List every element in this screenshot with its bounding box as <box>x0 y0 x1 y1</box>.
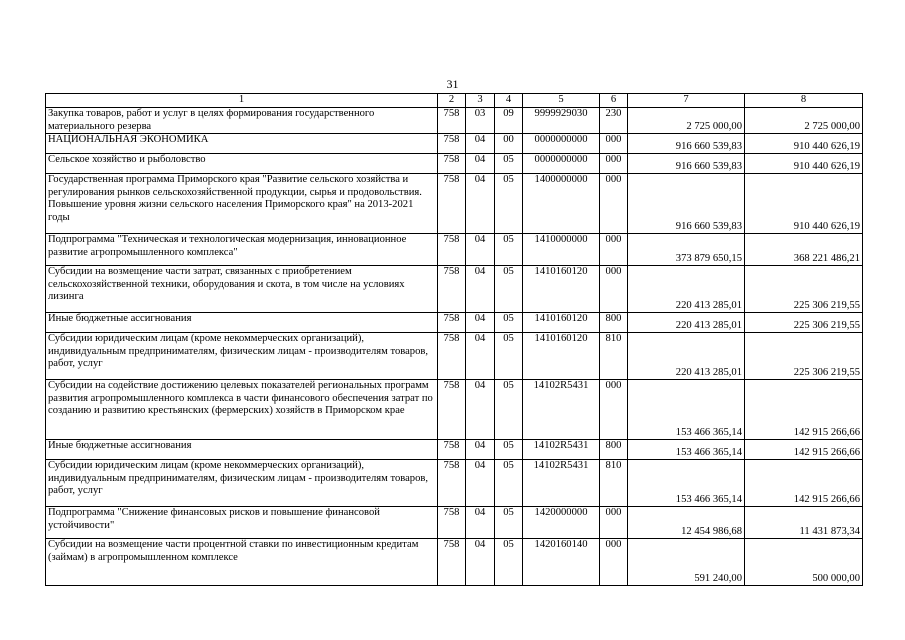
code-cell: 04 <box>466 507 495 539</box>
amount-cell: 500 000,00 <box>745 539 863 586</box>
code-cell: 000 <box>600 174 628 234</box>
code-cell: 05 <box>495 234 523 266</box>
code-cell: 05 <box>495 460 523 507</box>
code-cell: 04 <box>466 134 495 154</box>
code-cell: 1420000000 <box>523 507 600 539</box>
item-name: Субсидии юридическим лицам (кроме некоммерческих организаций), индивидуальным предпринимателям, физическим лицам - производителям товаров, работ, услуг <box>46 333 438 380</box>
code-cell: 000 <box>600 134 628 154</box>
table-row <box>46 134 863 154</box>
code-cell: 1410160120 <box>523 266 600 313</box>
code-cell: 05 <box>495 539 523 586</box>
table-row <box>46 108 863 134</box>
code-cell: 1410160120 <box>523 333 600 380</box>
amount-cell: 2 725 000,00 <box>745 108 863 134</box>
code-cell: 758 <box>438 460 466 507</box>
table-row <box>46 333 863 380</box>
item-name: Государственная программа Приморского края "Развитие сельского хозяйства и регулирования рынков сельскохозяйственной продукции, сырья и продовольствия. Повышение уровня жизни сельского населения Приморского края" на 2013-2021 годы <box>46 174 438 234</box>
code-cell: 05 <box>495 313 523 333</box>
code-cell: 05 <box>495 380 523 440</box>
amount-cell: 12 454 986,68 <box>628 507 745 539</box>
code-cell: 758 <box>438 234 466 266</box>
item-name: Субсидии на содействие достижению целевых показателей региональных программ развития агропромышленного комплекса в части финансового обеспечения затрат по созданию и развитию крестьянских (фермерских) хозяйств в Приморском крае <box>46 380 438 440</box>
item-name: Подпрограмма "Техническая и технологическая модернизация, инновационное развитие агропромышленного комплекса" <box>46 234 438 266</box>
table-row <box>46 266 863 313</box>
code-cell: 810 <box>600 460 628 507</box>
table-row <box>46 234 863 266</box>
code-cell: 758 <box>438 333 466 380</box>
item-name: НАЦИОНАЛЬНАЯ ЭКОНОМИКА <box>46 134 438 154</box>
header-cell: 7 <box>628 94 745 108</box>
code-cell: 810 <box>600 333 628 380</box>
code-cell: 14102R5431 <box>523 460 600 507</box>
amount-cell: 153 466 365,14 <box>628 380 745 440</box>
code-cell: 00 <box>495 134 523 154</box>
amount-cell: 225 306 219,55 <box>745 266 863 313</box>
code-cell: 04 <box>466 174 495 234</box>
item-name: Иные бюджетные ассигнования <box>46 313 438 333</box>
amount-cell: 373 879 650,15 <box>628 234 745 266</box>
table-row <box>46 154 863 174</box>
amount-cell: 142 915 266,66 <box>745 460 863 507</box>
code-cell: 05 <box>495 440 523 460</box>
code-cell: 000 <box>600 154 628 174</box>
code-cell: 05 <box>495 266 523 313</box>
item-name: Субсидии юридическим лицам (кроме некоммерческих организаций), индивидуальным предпринимателям, физическим лицам - производителям товаров, работ, услуг <box>46 460 438 507</box>
code-cell: 05 <box>495 333 523 380</box>
code-cell: 758 <box>438 539 466 586</box>
code-cell: 758 <box>438 440 466 460</box>
code-cell: 9999929030 <box>523 108 600 134</box>
code-cell: 04 <box>466 266 495 313</box>
code-cell: 000 <box>600 234 628 266</box>
code-cell: 09 <box>495 108 523 134</box>
header-cell: 5 <box>523 94 600 108</box>
amount-cell: 916 660 539,83 <box>628 174 745 234</box>
code-cell: 04 <box>466 234 495 266</box>
item-name: Сельское хозяйство и рыболовство <box>46 154 438 174</box>
item-name: Субсидии на возмещение части затрат, связанных с приобретением сельскохозяйственной техники, оборудования и скота, в том числе на условиях лизинга <box>46 266 438 313</box>
code-cell: 758 <box>438 134 466 154</box>
code-cell: 14102R5431 <box>523 440 600 460</box>
amount-cell: 153 466 365,14 <box>628 440 745 460</box>
table-row <box>46 539 863 586</box>
code-cell: 000 <box>600 539 628 586</box>
code-cell: 04 <box>466 539 495 586</box>
code-cell: 0000000000 <box>523 154 600 174</box>
header-row <box>46 94 863 108</box>
amount-cell: 225 306 219,55 <box>745 333 863 380</box>
code-cell: 1400000000 <box>523 174 600 234</box>
code-cell: 800 <box>600 440 628 460</box>
code-cell: 0000000000 <box>523 134 600 154</box>
header-cell: 2 <box>438 94 466 108</box>
amount-cell: 910 440 626,19 <box>745 174 863 234</box>
code-cell: 000 <box>600 380 628 440</box>
code-cell: 230 <box>600 108 628 134</box>
code-cell: 000 <box>600 266 628 313</box>
amount-cell: 916 660 539,83 <box>628 134 745 154</box>
code-cell: 800 <box>600 313 628 333</box>
header-cell: 8 <box>745 94 863 108</box>
amount-cell: 220 413 285,01 <box>628 266 745 313</box>
amount-cell: 910 440 626,19 <box>745 154 863 174</box>
header-cell: 4 <box>495 94 523 108</box>
code-cell: 04 <box>466 380 495 440</box>
amount-cell: 220 413 285,01 <box>628 313 745 333</box>
header-cell: 6 <box>600 94 628 108</box>
code-cell: 758 <box>438 154 466 174</box>
header-cell: 3 <box>466 94 495 108</box>
item-name: Иные бюджетные ассигнования <box>46 440 438 460</box>
table-row <box>46 313 863 333</box>
table-row <box>46 174 863 234</box>
code-cell: 758 <box>438 313 466 333</box>
amount-cell: 142 915 266,66 <box>745 440 863 460</box>
table-row <box>46 440 863 460</box>
amount-cell: 591 240,00 <box>628 539 745 586</box>
code-cell: 05 <box>495 174 523 234</box>
code-cell: 758 <box>438 380 466 440</box>
code-cell: 03 <box>466 108 495 134</box>
amount-cell: 910 440 626,19 <box>745 134 863 154</box>
code-cell: 14102R5431 <box>523 380 600 440</box>
amount-cell: 153 466 365,14 <box>628 460 745 507</box>
code-cell: 05 <box>495 154 523 174</box>
page-number: 31 <box>446 77 459 91</box>
code-cell: 000 <box>600 507 628 539</box>
item-name: Закупка товаров, работ и услуг в целях формирования государственного материального резерва <box>46 108 438 134</box>
code-cell: 04 <box>466 313 495 333</box>
table-row <box>46 380 863 440</box>
code-cell: 05 <box>495 507 523 539</box>
code-cell: 1420160140 <box>523 539 600 586</box>
amount-cell: 2 725 000,00 <box>628 108 745 134</box>
code-cell: 758 <box>438 266 466 313</box>
code-cell: 1410160120 <box>523 313 600 333</box>
code-cell: 758 <box>438 108 466 134</box>
amount-cell: 142 915 266,66 <box>745 380 863 440</box>
code-cell: 04 <box>466 333 495 380</box>
amount-cell: 225 306 219,55 <box>745 313 863 333</box>
code-cell: 758 <box>438 174 466 234</box>
code-cell: 04 <box>466 440 495 460</box>
amount-cell: 368 221 486,21 <box>745 234 863 266</box>
amount-cell: 220 413 285,01 <box>628 333 745 380</box>
code-cell: 04 <box>466 460 495 507</box>
budget-table <box>45 93 863 586</box>
code-cell: 1410000000 <box>523 234 600 266</box>
header-cell: 1 <box>46 94 438 108</box>
code-cell: 758 <box>438 507 466 539</box>
table-row <box>46 460 863 507</box>
code-cell: 04 <box>466 154 495 174</box>
amount-cell: 916 660 539,83 <box>628 154 745 174</box>
table-row <box>46 507 863 539</box>
item-name: Подпрограмма "Снижение финансовых рисков и повышение финансовой устойчивости" <box>46 507 438 539</box>
item-name: Субсидии на возмещение части процентной ставки по инвестиционным кредитам (займам) в агропромышленном комплексе <box>46 539 438 586</box>
amount-cell: 11 431 873,34 <box>745 507 863 539</box>
